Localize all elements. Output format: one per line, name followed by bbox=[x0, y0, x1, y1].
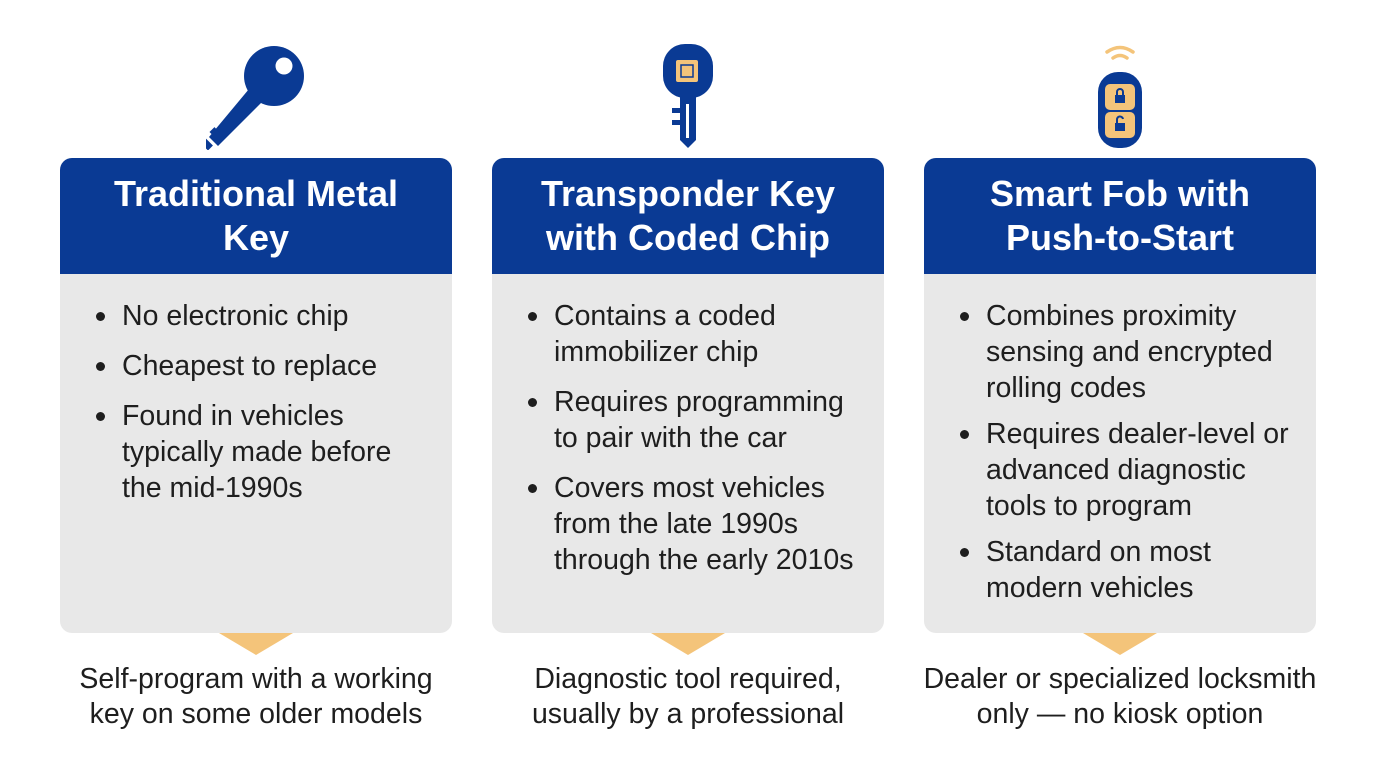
card-header bbox=[924, 158, 1316, 274]
bullet-list bbox=[528, 298, 862, 578]
smart-fob-icon bbox=[924, 34, 1316, 150]
caption: Self-program with a working key on some older models bbox=[79, 663, 433, 730]
column-traditional-metal-key bbox=[60, 0, 452, 768]
bullet-item: Cheapest to replace bbox=[96, 348, 430, 384]
pointer-arrow bbox=[651, 633, 725, 655]
pointer-arrow bbox=[219, 633, 293, 655]
column-transponder-key bbox=[492, 0, 884, 768]
column-smart-fob bbox=[924, 0, 1316, 768]
card-body bbox=[60, 274, 452, 506]
bullet-item: No electronic chip bbox=[96, 298, 430, 334]
bullet-list bbox=[96, 298, 430, 506]
bullet-item: Contains a coded immobilizer chip bbox=[528, 298, 804, 370]
card-header bbox=[60, 158, 452, 274]
card-title: Transponder Key with Coded Chip bbox=[540, 173, 836, 258]
bullet-item: Covers most vehicles from the late 1990s through the early 2010s bbox=[528, 470, 862, 578]
card-title: Traditional Metal Key bbox=[113, 173, 399, 258]
card-traditional-metal-key bbox=[60, 158, 452, 633]
transponder-key-icon bbox=[492, 34, 884, 150]
bullet-item: Standard on most modern vehicles bbox=[960, 534, 1246, 606]
bullet-item: Requires dealer-level or advanced diagnostic tools to program bbox=[960, 416, 1306, 524]
bullet-item: Found in vehicles typically made before the mid-1990s bbox=[96, 398, 392, 506]
bullet-item: Combines proximity sensing and encrypted rolling codes bbox=[960, 298, 1294, 406]
caption: Dealer or specialized locksmith only — no kiosk option bbox=[923, 663, 1317, 730]
bullet-list bbox=[960, 298, 1294, 606]
card-smart-fob bbox=[924, 158, 1316, 633]
metal-key-icon bbox=[60, 34, 452, 150]
pointer-arrow bbox=[1083, 633, 1157, 655]
bullet-item: Requires programming to pair with the car bbox=[528, 384, 864, 456]
caption: Diagnostic tool required, usually by a professional bbox=[531, 663, 845, 730]
card-body bbox=[492, 274, 884, 578]
card-title: Smart Fob with Push-to-Start bbox=[990, 173, 1250, 258]
card-transponder-key bbox=[492, 158, 884, 633]
card-header bbox=[492, 158, 884, 274]
card-body bbox=[924, 274, 1316, 606]
